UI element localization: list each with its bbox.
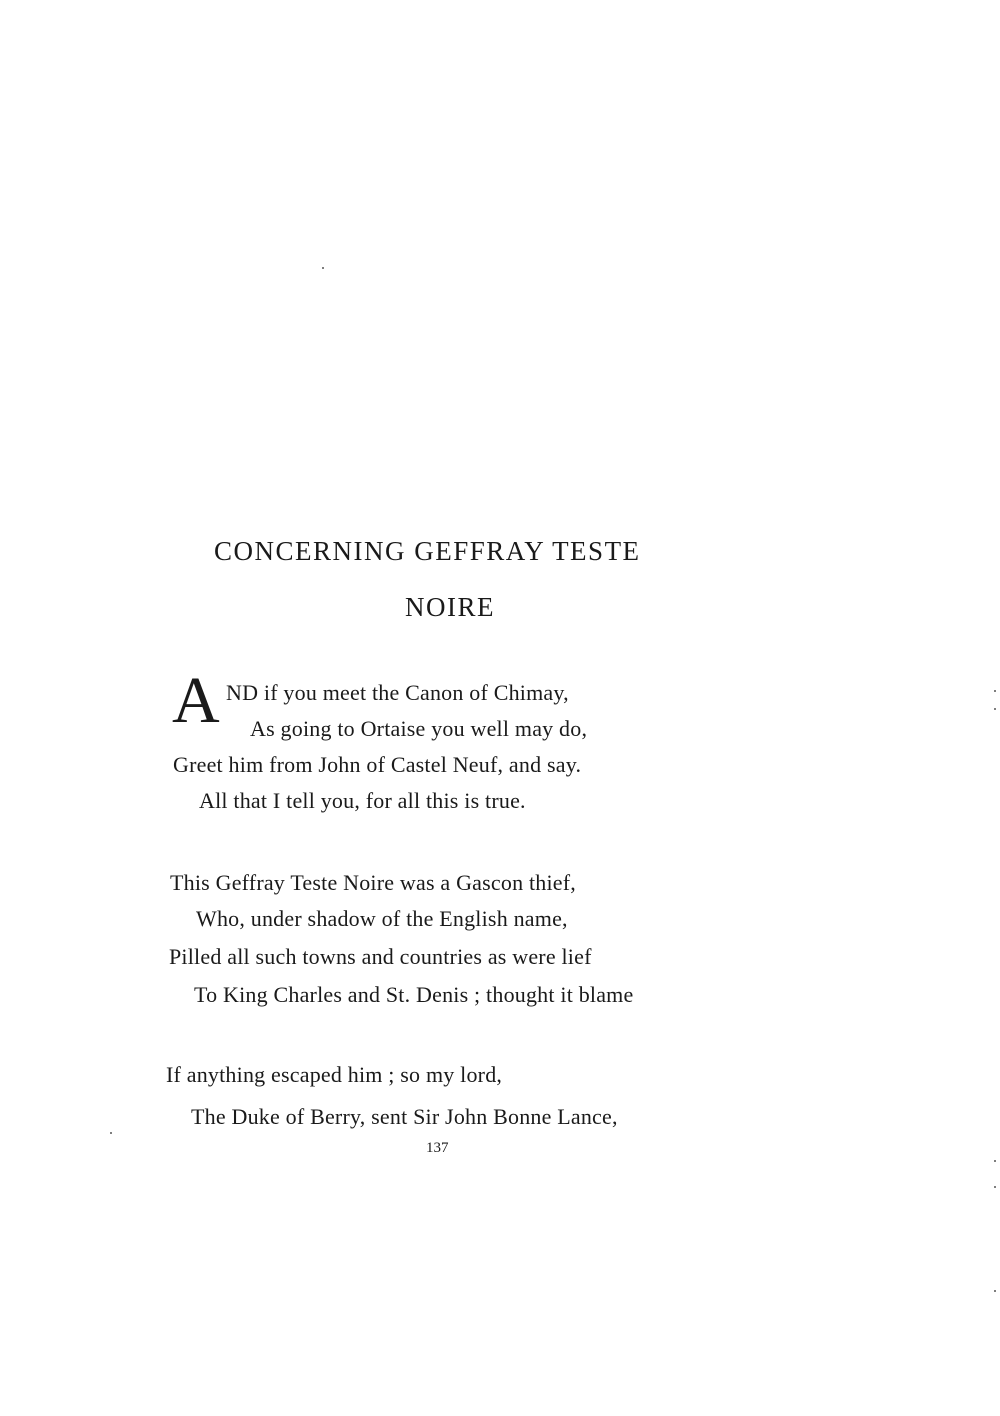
verse-line: If anything escaped him ; so my lord, bbox=[166, 1062, 503, 1087]
verse-line: The Duke of Berry, sent Sir John Bonne Lance, bbox=[191, 1104, 618, 1129]
verse-line: As going to Ortaise you well may do, bbox=[250, 716, 588, 741]
scan-speck bbox=[994, 1186, 996, 1188]
poem-title-line-1: CONCERNING GEFFRAY TESTE bbox=[214, 536, 641, 566]
poem-title-line-2: NOIRE bbox=[405, 592, 495, 622]
drop-cap: A bbox=[172, 664, 220, 737]
scan-speck bbox=[994, 690, 996, 692]
verse-line: To King Charles and St. Denis ; thought it blame bbox=[194, 982, 634, 1007]
scan-speck bbox=[994, 1290, 996, 1292]
scan-speck bbox=[110, 1132, 112, 1134]
page-number: 137 bbox=[426, 1140, 449, 1156]
scan-speck bbox=[994, 708, 996, 710]
verse-line: ND if you meet the Canon of Chimay, bbox=[226, 680, 569, 705]
scan-speck bbox=[994, 1160, 996, 1162]
verse-line: This Geffray Teste Noire was a Gascon thief, bbox=[170, 870, 576, 895]
verse-line: All that I tell you, for all this is true. bbox=[199, 788, 526, 813]
verse-line: Greet him from John of Castel Neuf, and say. bbox=[173, 752, 582, 777]
verse-line: Pilled all such towns and countries as were lief bbox=[169, 944, 592, 969]
verse-line: Who, under shadow of the English name, bbox=[196, 906, 568, 931]
scan-speck bbox=[322, 267, 324, 269]
